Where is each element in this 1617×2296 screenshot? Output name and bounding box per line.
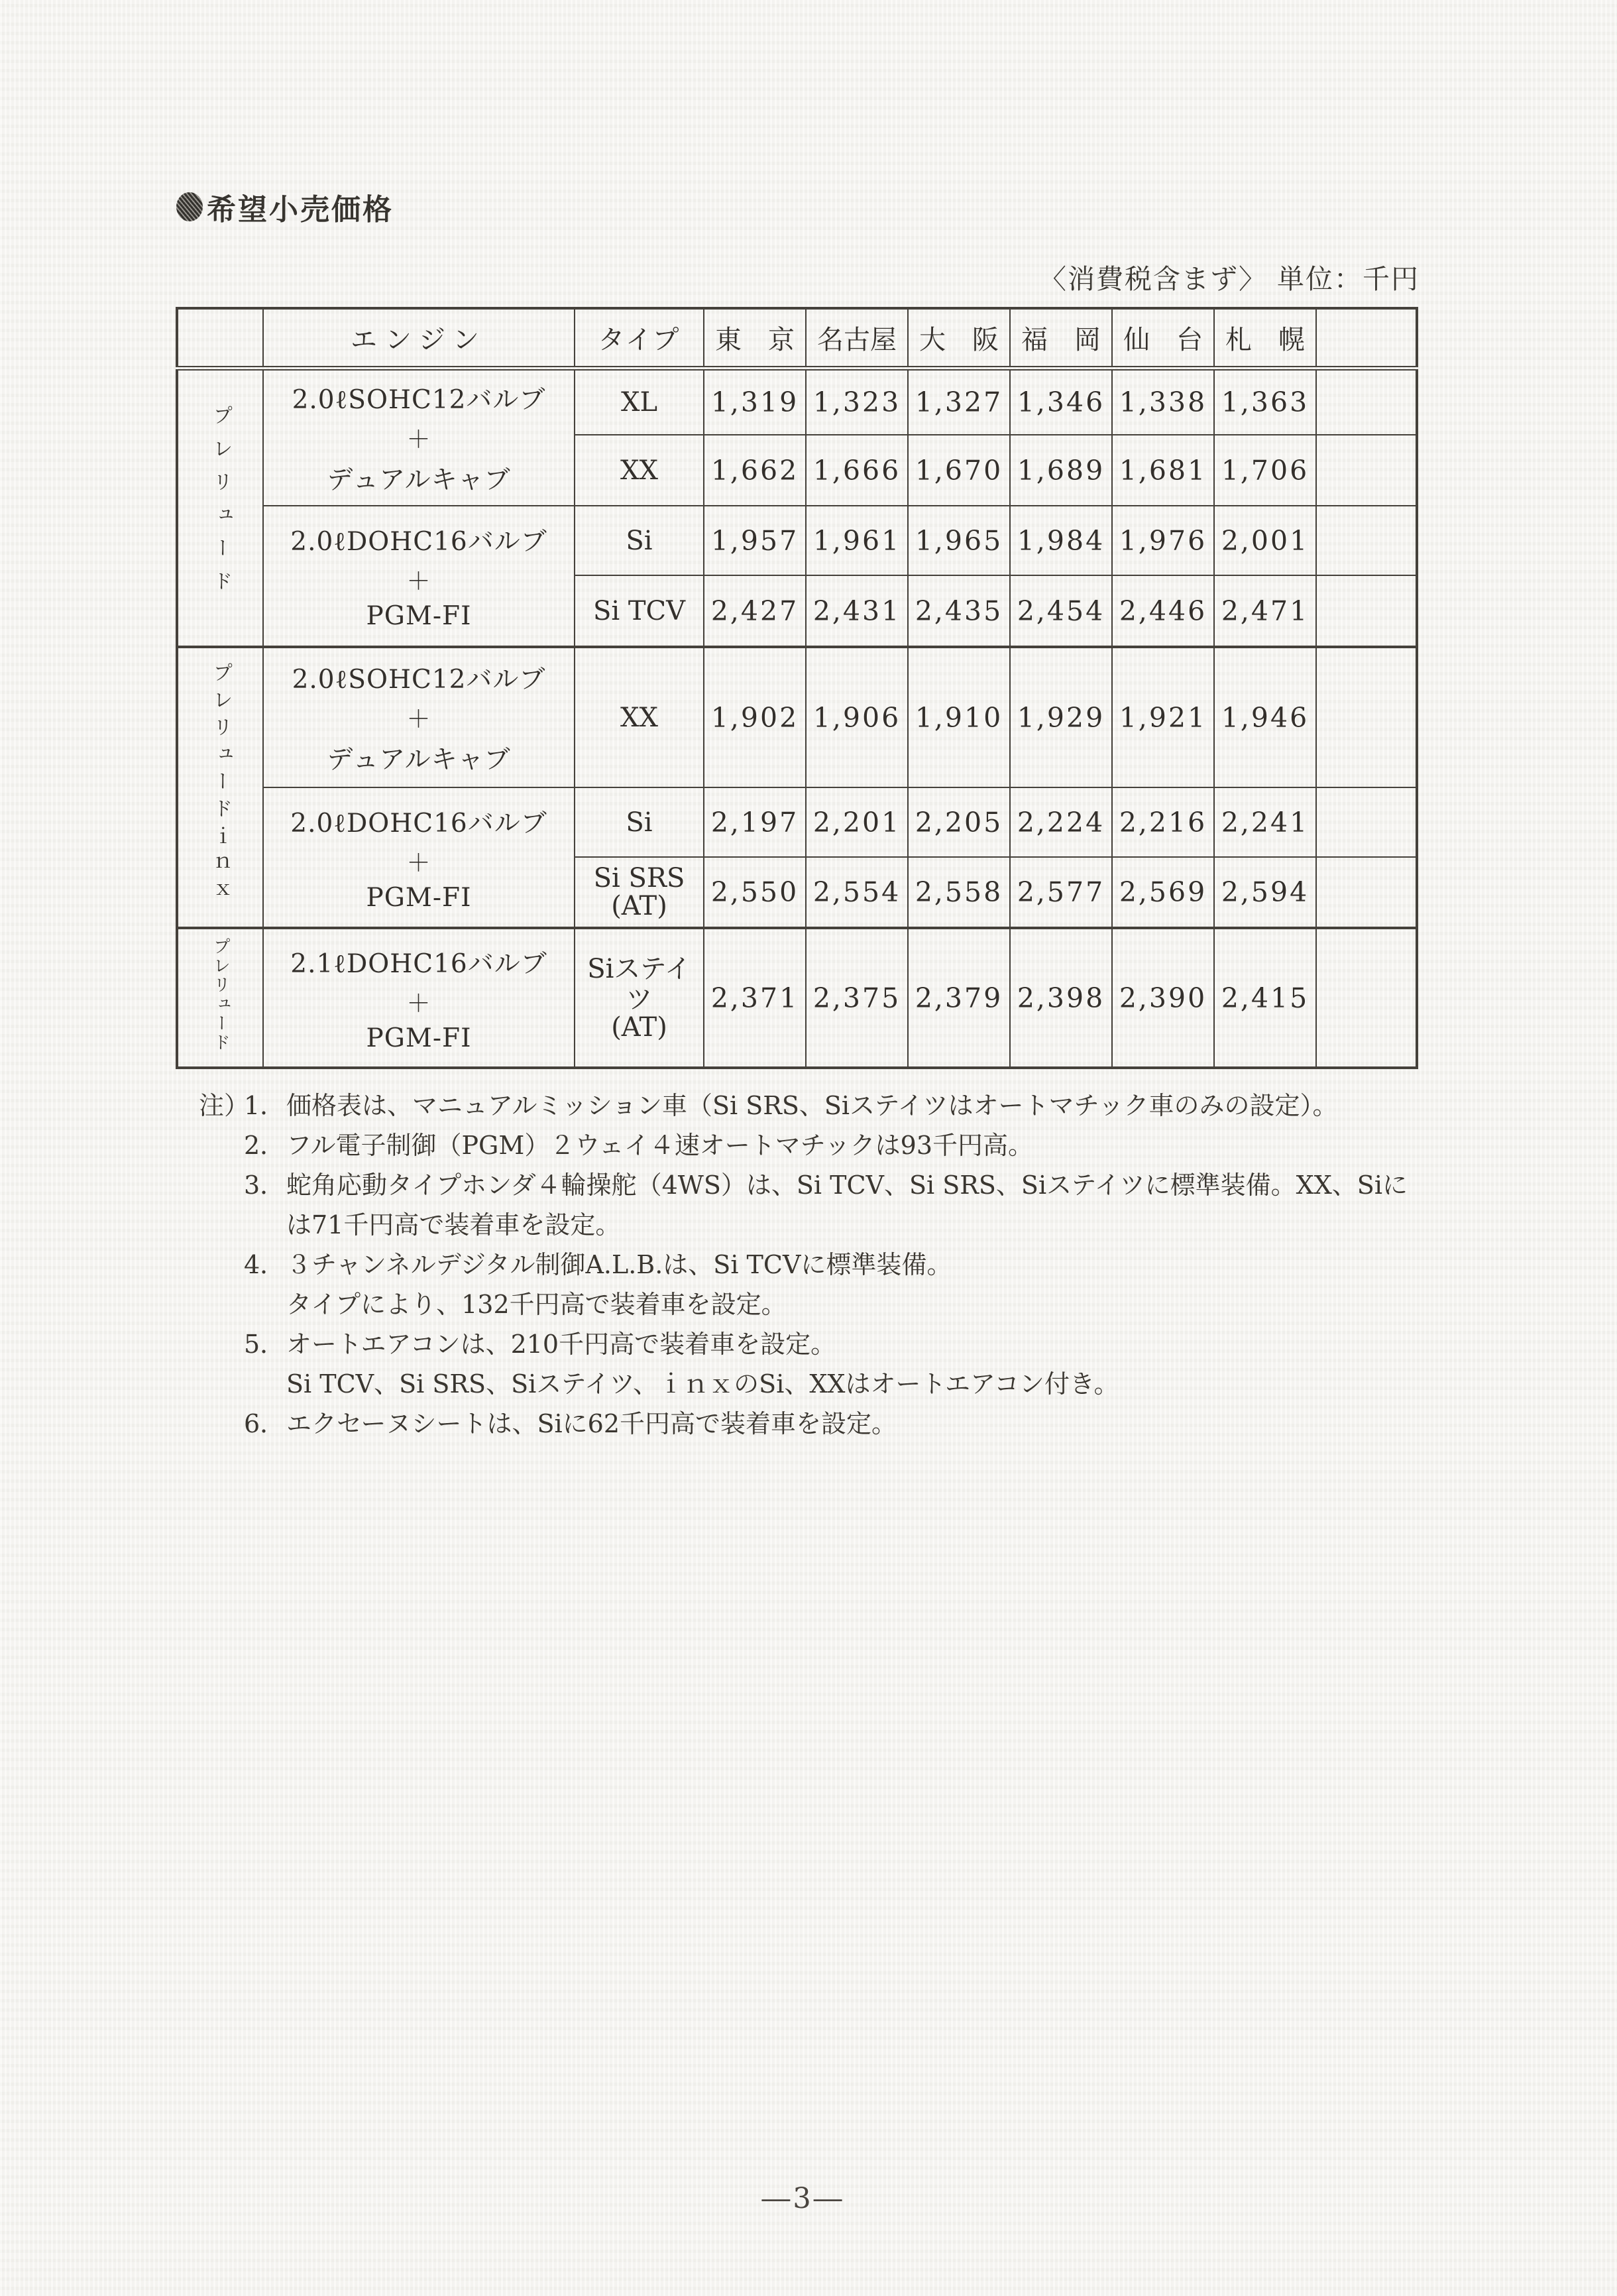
bullet-icon [176,192,203,221]
note-text: フル電子制御（PGM）２ウェイ４速オートマチックは93千円高。 [286,1131,1034,1160]
price-cell: 1,670 [908,435,1010,506]
price-cell: 2,201 [806,787,908,857]
note-line-continuation [199,1205,1431,1245]
engine-description [264,943,574,1053]
type-label: Si [626,807,653,838]
price-cell: 2,554 [806,857,908,928]
model-label: プレリュード [210,937,231,1053]
type-cell [575,368,704,435]
engine-line2: PGM-FI [366,882,472,913]
note-number: 4． [244,1250,286,1279]
price-cell: 2,001 [1214,506,1316,575]
note-line [199,1086,1431,1125]
blank-cell [1316,928,1417,1068]
type-label: Si [626,525,653,556]
note-text: Si TCV、Si SRS、Siステイツ、ｉｎｘのSi、XXはオートエアコン付き。 [286,1369,1119,1399]
header-blank [1316,308,1417,368]
note-line [199,1324,1431,1364]
price-cell: 2,550 [704,857,806,928]
blank-cell [1316,787,1417,857]
note-line-continuation [199,1285,1431,1324]
table-row [177,647,1417,787]
plus-sign: ＋ [406,849,431,877]
price-cell: 2,224 [1010,787,1112,857]
price-cell: 2,371 [704,928,806,1068]
table-row [177,506,1417,575]
price-cell: 1,662 [704,435,806,506]
notes-section [199,1086,1431,1444]
price-cell: 2,216 [1112,787,1214,857]
engine-line2: デュアルキャブ [327,465,511,495]
note-text: エクセーヌシートは、Siに62千円高で装着車を設定。 [286,1409,897,1438]
price-cell: 2,431 [806,575,908,647]
blank-cell [1316,506,1417,575]
blank-cell [1316,435,1417,506]
table-row [177,368,1417,435]
type-cell [575,647,704,787]
price-cell: 1,902 [704,647,806,787]
header-city-osaka: 大 阪 [908,308,1010,368]
type-cell [575,506,704,575]
price-cell: 2,577 [1010,857,1112,928]
note-text: 蛇角応動タイプホンダ４輪操舵（4WS）は、Si TCV、Si SRS、Siステイツに標準装備。XX、Siに [286,1171,1408,1200]
note-number: 5． [244,1330,286,1359]
header-engine: エンジン [263,308,575,368]
type-cell [575,787,704,857]
note-text: タイプにより、132千円高で装着車を設定。 [286,1290,787,1319]
note-line [199,1404,1431,1444]
type-cell [575,435,704,506]
table-row [177,928,1417,1068]
blank-cell [1316,575,1417,647]
price-cell: 1,984 [1010,506,1112,575]
price-cell: 2,390 [1112,928,1214,1068]
note-number: 6． [244,1409,286,1438]
price-cell: 1,976 [1112,506,1214,575]
price-cell: 2,205 [908,787,1010,857]
price-cell: 2,241 [1214,787,1316,857]
engine-line1: 2.0ℓSOHC12バルブ [292,384,546,415]
engine-cell [263,368,575,506]
engine-line2: PGM-FI [366,601,472,631]
price-cell: 2,379 [908,928,1010,1068]
plus-sign: ＋ [406,568,431,595]
price-cell: 2,398 [1010,928,1112,1068]
header-city-sendai: 仙 台 [1112,308,1214,368]
type-cell [575,928,704,1068]
price-cell: 2,454 [1010,575,1112,647]
type-label: Si TCV [592,595,686,626]
price-cell: 2,471 [1214,575,1316,647]
type-label: Si SRS [593,863,685,893]
header-model-blank [177,308,263,368]
note-number: 1． [244,1091,286,1120]
model-cell-prelude [177,368,263,647]
type-label: XX [620,702,658,733]
model-label: プレリュードｉｎｘ [209,661,233,907]
price-cell: 1,946 [1214,647,1316,787]
price-cell: 2,427 [704,575,806,647]
engine-description [264,379,574,496]
engine-cell [263,928,575,1068]
price-cell: 1,921 [1112,647,1214,787]
plus-sign: ＋ [406,426,431,453]
price-cell: 2,197 [704,787,806,857]
price-cell: 2,569 [1112,857,1214,928]
price-cell: 1,910 [908,647,1010,787]
price-cell: 1,689 [1010,435,1112,506]
blank-cell [1316,647,1417,787]
note-text: 価格表は、マニュアルミッション車（Si SRS、Siステイツはオートマチック車のみの設定）。 [286,1091,1338,1120]
price-cell: 1,961 [806,506,908,575]
type-label: XL [620,386,658,418]
type-label: XX [620,455,658,486]
note-number: 2． [244,1131,286,1160]
note-text: オートエアコンは、210千円高で装着車を設定。 [286,1330,836,1359]
type-sublabel: (AT) [611,1011,667,1043]
type-cell [575,857,704,928]
note-number: 3． [244,1171,286,1200]
engine-line2: PGM-FI [366,1023,472,1053]
price-cell: 1,706 [1214,435,1316,506]
price-cell: 1,327 [908,368,1010,435]
header-city-sapporo: 札 幌 [1214,308,1316,368]
price-cell: 1,338 [1112,368,1214,435]
page-heading-text: 希望小売価格 [207,193,394,227]
type-sublabel: (AT) [611,891,667,921]
price-cell: 2,435 [908,575,1010,647]
header-city-nagoya: 名古屋 [806,308,908,368]
engine-description [264,521,574,631]
type-label: Siステイツ [587,953,691,1015]
model-cell-prelude-inx [177,647,263,928]
engine-line1: 2.1ℓDOHC16バルブ [290,948,547,979]
table-header-row [177,308,1417,368]
price-cell: 1,681 [1112,435,1214,506]
engine-cell [263,787,575,928]
price-cell: 1,929 [1010,647,1112,787]
note-line [199,1165,1431,1205]
price-cell: 1,346 [1010,368,1112,435]
price-cell: 2,446 [1112,575,1214,647]
plus-sign: ＋ [406,990,431,1017]
note-line [199,1125,1431,1165]
price-cell: 1,965 [908,506,1010,575]
page-number: ―3― [761,2182,845,2215]
note-line [199,1245,1431,1285]
note-text: ３チャンネルデジタル制御A.L.B.は、Si TCVに標準装備。 [286,1250,952,1279]
price-table [176,307,1418,1069]
engine-cell [263,506,575,647]
plus-sign: ＋ [406,706,431,733]
price-cell: 2,558 [908,857,1010,928]
engine-cell [263,647,575,787]
type-cell [575,575,704,647]
engine-line1: 2.0ℓSOHC12バルブ [292,665,546,695]
price-cell: 1,666 [806,435,908,506]
price-cell: 1,363 [1214,368,1316,435]
page-heading [176,186,394,228]
blank-cell [1316,368,1417,435]
price-cell: 2,594 [1214,857,1316,928]
price-cell: 2,415 [1214,928,1316,1068]
price-cell: 1,319 [704,368,806,435]
engine-line1: 2.0ℓDOHC16バルブ [290,527,547,557]
price-cell: 1,906 [806,647,908,787]
table-row [177,787,1417,857]
tax-unit-note: 〈消費税含まず〉 単位：千円 [1038,263,1420,295]
engine-line2: デュアルキャブ [327,745,511,775]
blank-cell [1316,857,1417,928]
header-type: タイプ [575,308,704,368]
engine-description [264,803,574,913]
price-cell: 1,957 [704,506,806,575]
price-cell: 2,375 [806,928,908,1068]
engine-description [264,659,574,776]
model-label: プレリュード [209,405,233,604]
model-cell-prelude-21 [177,928,263,1068]
header-city-tokyo: 東 京 [704,308,806,368]
notes-label: 注） [199,1091,250,1120]
engine-line1: 2.0ℓDOHC16バルブ [290,808,547,838]
header-city-fukuoka: 福 岡 [1010,308,1112,368]
price-cell: 1,323 [806,368,908,435]
note-text: は71千円高で装着車を設定。 [286,1210,621,1239]
note-line-continuation [199,1364,1431,1404]
